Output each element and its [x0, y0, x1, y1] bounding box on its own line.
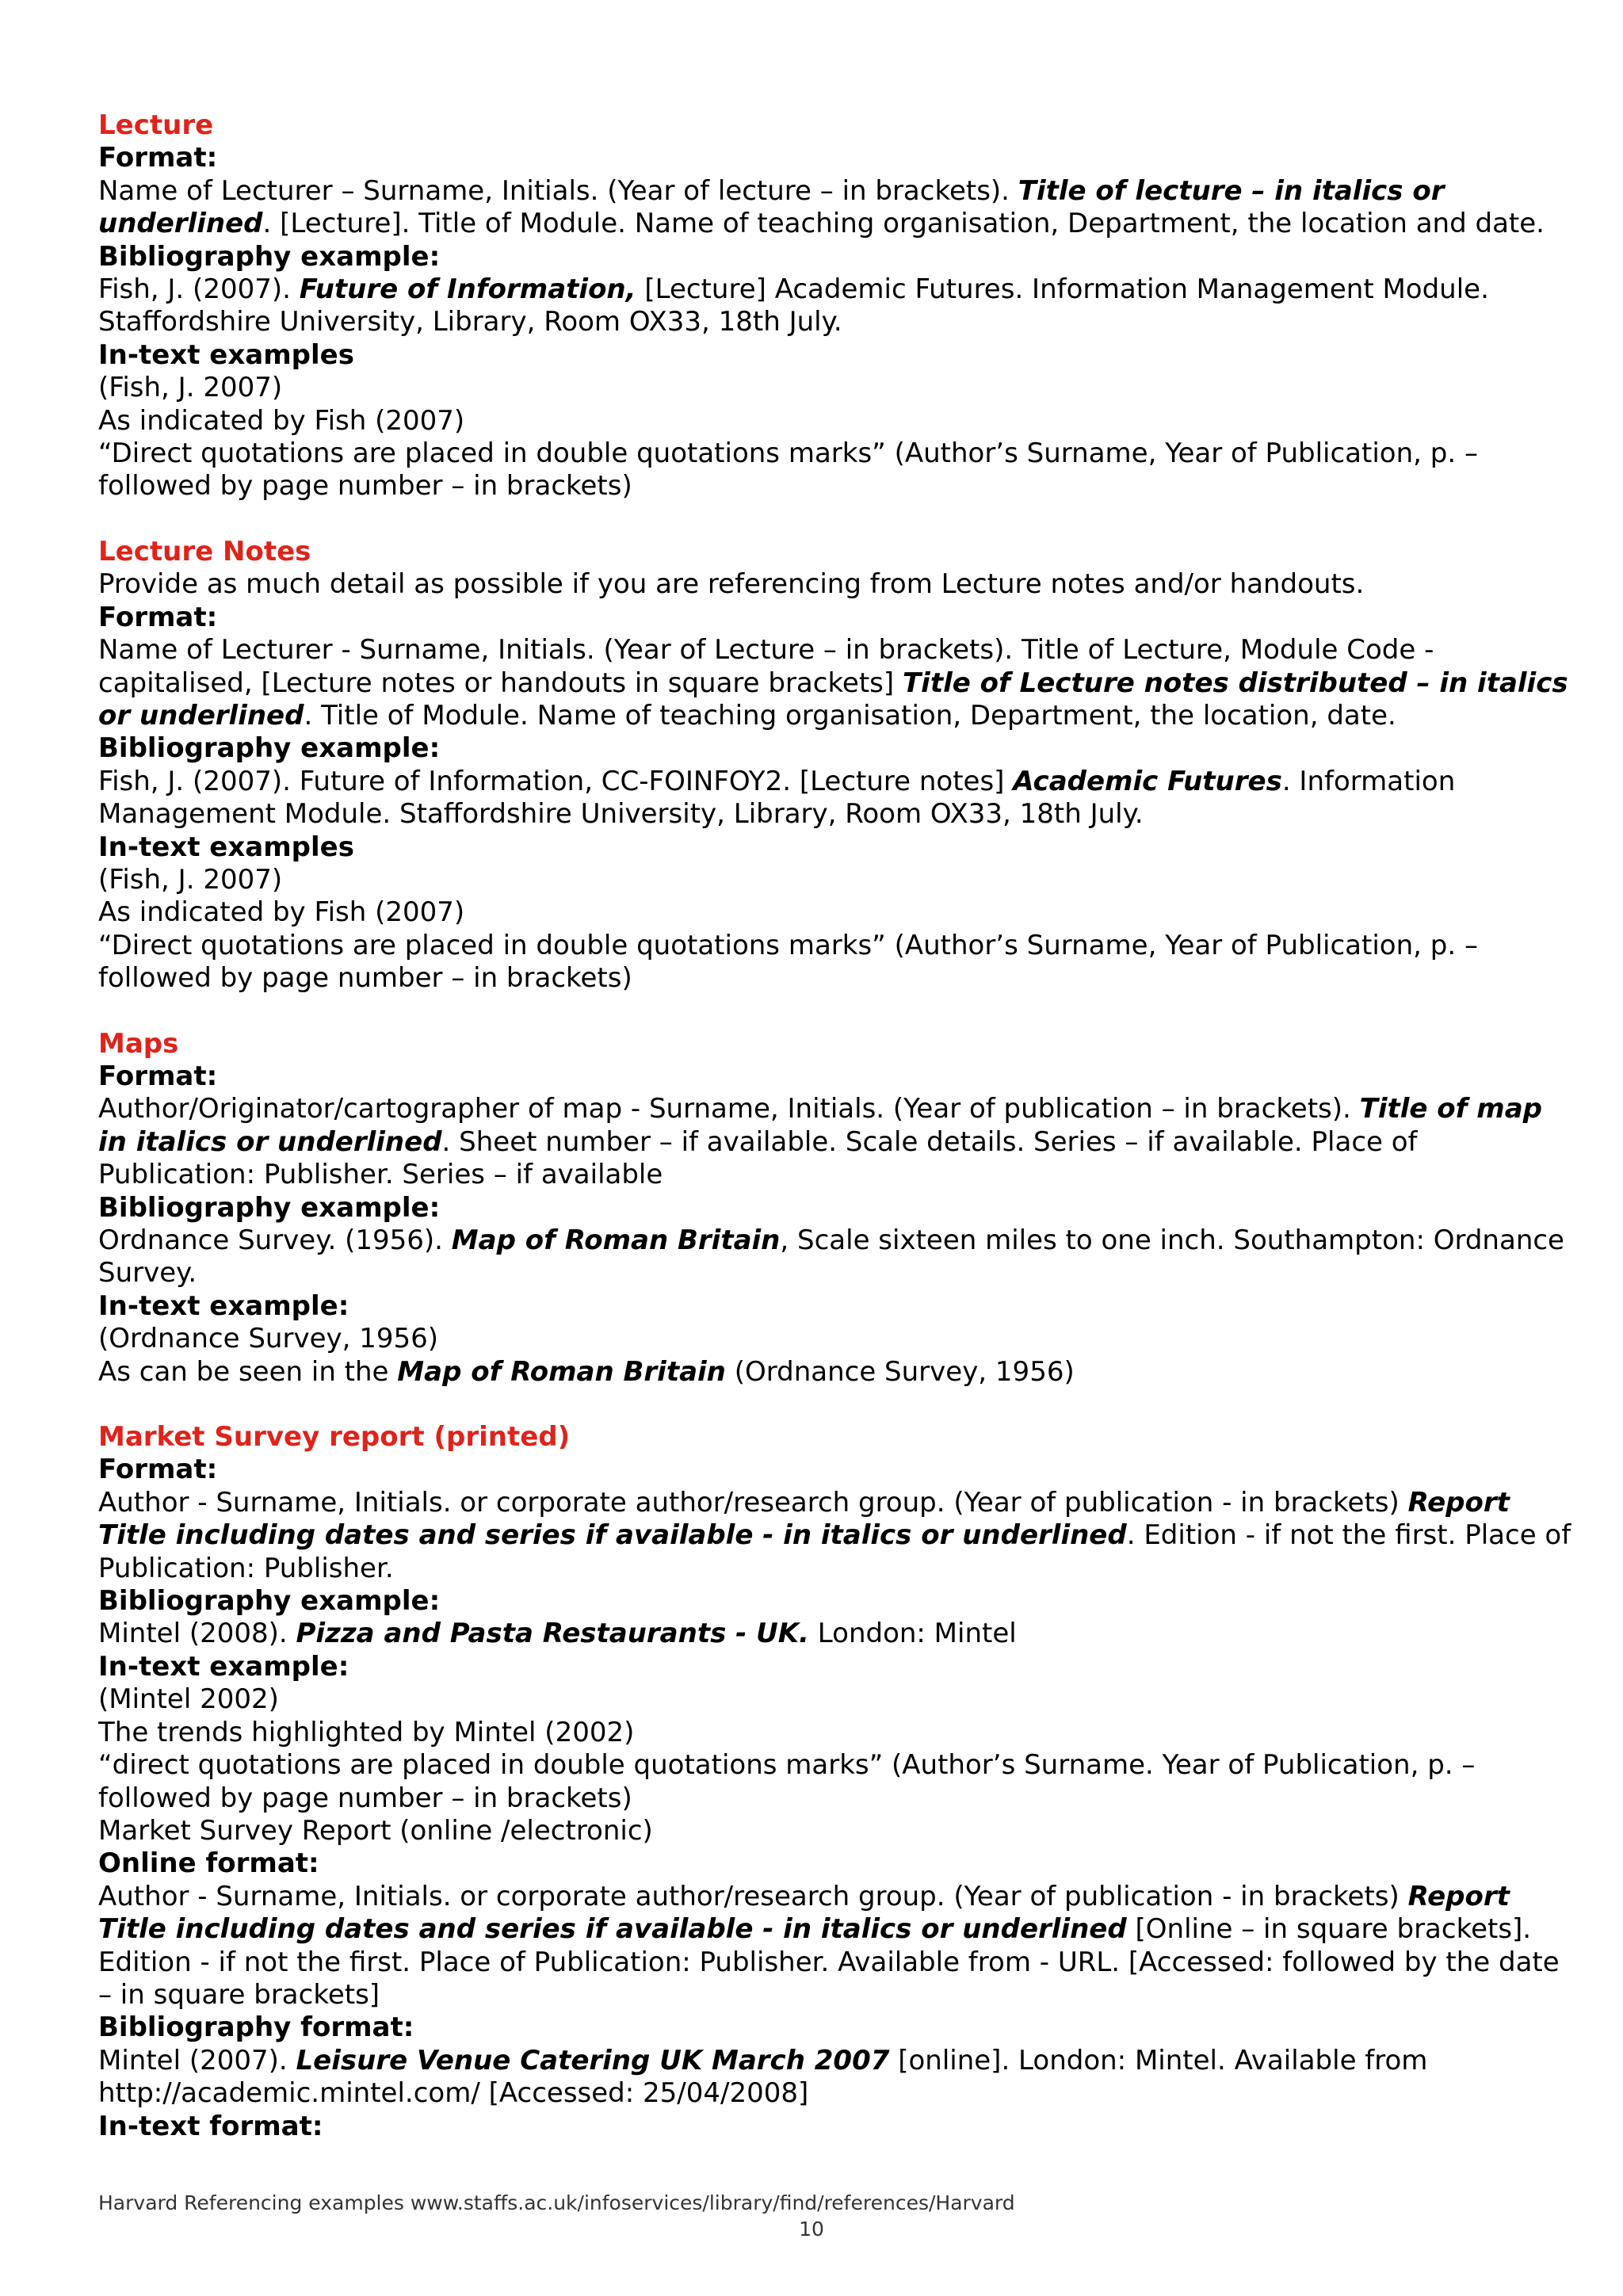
page-footer: Harvard Referencing examples www.staffs.ac.uk/infoservices/library/find/references/Harvard	[98, 2191, 1015, 2214]
bibliography-example	[98, 1618, 1572, 1650]
bibliography-part: Fish, J. (2007). Future of Information, CC-FOINFOY2. [Lecture notes]	[98, 765, 1014, 797]
bibliography-emphasis: Future of Information,	[299, 273, 636, 306]
format-text	[98, 634, 1572, 732]
section-heading: Lecture Notes	[98, 535, 311, 567]
bibliography-emphasis: Academic Futures	[1013, 765, 1282, 797]
intext-line: “Direct quotations are placed in double quotations marks” (Author’s Surname, Year of Publication, p. – followed by page number – in brackets)	[98, 929, 1478, 995]
bibliography-example	[98, 766, 1572, 831]
bibliography-part: Mintel (2007).	[98, 2044, 296, 2076]
format-label: Format:	[98, 142, 218, 174]
intext-label: In-text example:	[98, 1650, 349, 1683]
section-market-survey	[98, 1421, 1572, 2143]
bibliography-part: Ordnance Survey. (1956).	[98, 1224, 452, 1256]
format-text-part: Author - Surname, Initials. or corporate author/research group. (Year of publication - in brackets)	[98, 1880, 1408, 1912]
document-body	[98, 109, 1572, 2143]
section-heading: Maps	[98, 1027, 179, 1060]
bibliography-emphasis: Map of Roman Britain	[451, 1224, 781, 1256]
intext-part: (Ordnance Survey, 1956)	[725, 1355, 1075, 1388]
format-text	[98, 1093, 1572, 1191]
intro-text: Provide as much detail as possible if you are referencing from Lecture notes and/or handouts.	[98, 568, 1365, 601]
format-text-part: . Sheet number – if available. Scale details. Series – if available. Place of Publication: Publisher. Series – if available	[98, 1125, 1418, 1191]
bibliography-label: Bibliography example:	[98, 1191, 441, 1224]
intext-label: In-text example:	[98, 1289, 349, 1322]
format-label: Format:	[98, 1060, 218, 1092]
section-maps	[98, 1028, 1572, 1389]
format-text-emphasis: Report Title including dates and series if available - in italics or underlined	[98, 1486, 1510, 1552]
bibliography-part: , Scale sixteen miles to one inch. Southampton: Ordnance Survey.	[98, 1224, 1564, 1289]
intext-line: “Direct quotations are placed in double quotations marks” (Author’s Surname, Year of Publication, p. – followed by page number – in brackets)	[98, 437, 1478, 502]
bibliography-part: Fish, J. (2007).	[98, 273, 300, 306]
online-format-text	[98, 1881, 1572, 2012]
online-bibliography-example	[98, 2045, 1572, 2111]
intext-part: As can be seen in the	[98, 1355, 398, 1388]
bibliography-part: London: Mintel	[808, 1618, 1017, 1650]
format-text-part: Name of Lecturer - Surname, Initials. (Year of Lecture – in brackets). Title of Lecture, Module Code - capitalised, [Lecture notes or handouts in square brackets]	[98, 634, 1434, 699]
page-number: 10	[799, 2218, 824, 2241]
bibliography-label: Bibliography example:	[98, 732, 441, 765]
bibliography-part: [online]. London: Mintel. Available from http://academic.mintel.com/ [Accessed: 25/04/2008]	[98, 2044, 1428, 2110]
intext-line: (Fish, J. 2007)	[98, 863, 283, 896]
online-subtitle: Market Survey Report (online /electronic)	[98, 1814, 653, 1847]
intext-line: As indicated by Fish (2007)	[98, 404, 465, 437]
intext-line: (Fish, J. 2007)	[98, 372, 283, 404]
intext-line: (Ordnance Survey, 1956)	[98, 1323, 439, 1355]
bibliography-part: [Lecture] Academic Futures. Information Management Module. Staffordshire University, Library, Room OX33, 18th July.	[98, 273, 1489, 338]
bibliography-emphasis: Pizza and Pasta Restaurants - UK.	[296, 1618, 809, 1650]
intext-line: The trends highlighted by Mintel (2002)	[98, 1716, 635, 1748]
format-text-part: [Online – in square brackets]. Edition - if not the first. Place of Publication: Publisher. Available from - URL. [Accessed: followed by the date – in square brackets]	[98, 1913, 1560, 2011]
section-heading: Lecture	[98, 109, 214, 141]
format-text-part: Author/Originator/cartographer of map - Surname, Initials. (Year of publication – in brackets).	[98, 1093, 1360, 1125]
format-text-part: Author - Surname, Initials. or corporate author/research group. (Year of publication - in brackets)	[98, 1486, 1408, 1519]
bibliography-example	[98, 1224, 1572, 1290]
format-text-part: . Title of Module. Name of teaching organisation, Department, the location, date.	[304, 699, 1396, 732]
format-text-part: . Edition - if not the first. Place of Publication: Publisher.	[98, 1519, 1571, 1584]
intext-line: As indicated by Fish (2007)	[98, 896, 465, 929]
online-bibliography-label: Bibliography format:	[98, 2011, 414, 2044]
bibliography-label: Bibliography example:	[98, 1585, 441, 1618]
format-text-part: Name of Lecturer – Surname, Initials. (Year of lecture – in brackets).	[98, 174, 1018, 207]
format-text	[98, 175, 1572, 241]
format-text-emphasis: Title of map in italics or underlined	[98, 1093, 1543, 1158]
bibliography-part: . Information Management Module. Staffordshire University, Library, Room OX33, 18th July.	[98, 765, 1456, 831]
intext-label: In-text examples	[98, 338, 354, 371]
section-heading: Market Survey report (printed)	[98, 1421, 571, 1454]
intext-line: (Mintel 2002)	[98, 1683, 279, 1716]
format-text-emphasis: Title of Lecture notes distributed – in italics or underlined	[98, 667, 1568, 732]
intext-line	[98, 1356, 1572, 1389]
bibliography-label: Bibliography example:	[98, 240, 441, 273]
online-intext-label: In-text format:	[98, 2110, 323, 2142]
format-label: Format:	[98, 601, 218, 633]
intext-emphasis: Map of Roman Britain	[397, 1355, 726, 1388]
bibliography-emphasis: Leisure Venue Catering UK March 2007	[296, 2044, 890, 2076]
format-text-part: . [Lecture]. Title of Module. Name of teaching organisation, Department, the location and date.	[262, 208, 1545, 240]
format-label: Format:	[98, 1454, 218, 1486]
intext-line: “direct quotations are placed in double quotations marks” (Author’s Surname. Year of Publication, p. – followed by page number – in brackets)	[98, 1749, 1476, 1814]
bibliography-part: Mintel (2008).	[98, 1618, 296, 1650]
bibliography-example	[98, 273, 1572, 339]
format-text	[98, 1487, 1572, 1585]
online-format-label: Online format:	[98, 1847, 319, 1880]
section-lecture	[98, 109, 1572, 503]
format-text-emphasis: Report Title including dates and series if available - in italics or underlined	[98, 1880, 1510, 1946]
intext-label: In-text examples	[98, 831, 354, 863]
format-text-emphasis: Title of lecture – in italics or underlined	[98, 174, 1445, 240]
section-lecture-notes	[98, 536, 1572, 995]
